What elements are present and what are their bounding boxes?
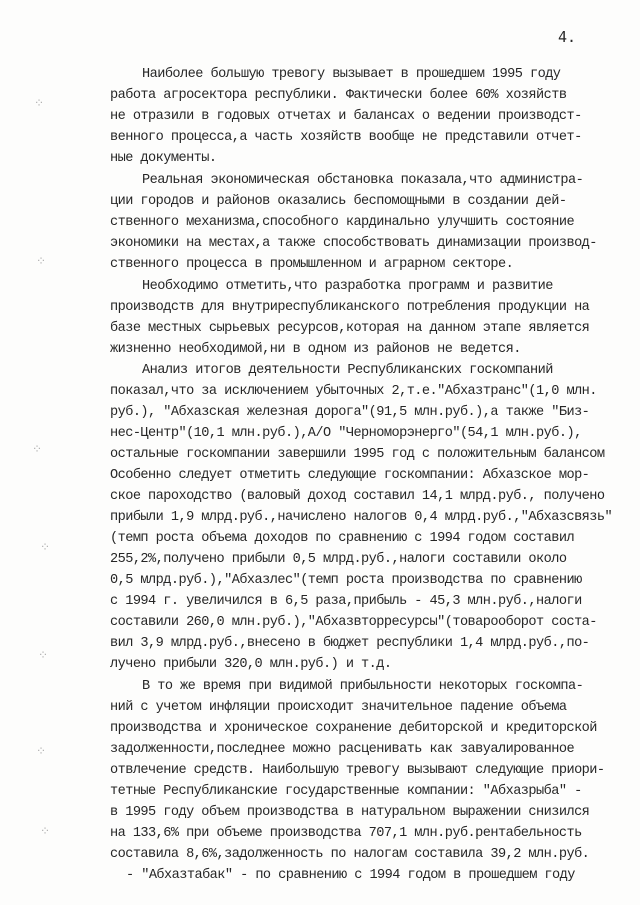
- text-line: прибыли 1,9 млрд.руб.,начислено налогов 0,4 млрд.руб.,"Абхазсвязь": [110, 510, 613, 525]
- text-line: вил 3,9 млрд.руб.,внесено в бюджет республики 1,4 млрд.руб.,по-: [110, 636, 590, 651]
- text-line: ственного процесса в промышленном и аграрном секторе.: [110, 257, 514, 272]
- text-line: ний с учетом инфляции происходит значительное падение объема: [110, 700, 567, 715]
- text-line: производства и хроническое сохранение дебиторской и кредиторской: [110, 721, 597, 736]
- text-line: составили 260,0 млн.руб.),"Абхазвторресурсы"(товарооборот соста-: [110, 615, 597, 630]
- margin-mark: ⁘: [38, 648, 49, 662]
- text-line: - "Абхазтабак" - по сравнению с 1994 годом в прошедшем году: [126, 868, 575, 883]
- text-line: лучено прибыли 320,0 млн.руб.) и т.д.: [110, 657, 392, 672]
- text-line: Наиболее большую тревогу вызывает в прошедшем 1995 году: [142, 67, 561, 82]
- text-line: ственного механизма,способного кардинально улучшить состояние: [110, 215, 575, 230]
- text-line: отвлечение средств. Наибольшую тревогу вызывают следующие приори-: [110, 763, 605, 778]
- page-number: 4.: [558, 28, 577, 46]
- margin-mark: ⁘: [40, 824, 51, 838]
- text-line: работа агросектора республики. Фактически более 60% хозяйств: [110, 88, 567, 103]
- text-line: производств для внутриреспубликанского потребления продукции на: [110, 300, 590, 315]
- text-line: 255,2%,получено прибыли 0,5 млрд.руб.,налоги составили около: [110, 552, 567, 567]
- text-line: базе местных сырьевых ресурсов,которая на данном этапе является: [110, 321, 590, 336]
- text-line: Реальная экономическая обстановка показала,что администра-: [142, 173, 584, 188]
- text-line: остальные госкомпании завершили 1995 год с положительным балансом: [110, 447, 605, 462]
- text-line: задолженности,последнее можно расценивать как завуалированное: [110, 742, 575, 757]
- text-line: не отразили в годовых отчетах и балансах о ведении производст-: [110, 109, 582, 124]
- text-line: в 1995 году объем производства в натуральном выражении снизился: [110, 805, 590, 820]
- text-line: с 1994 г. увеличился в 6,5 раза,прибыль - 45,3 млн.руб.,налоги: [110, 594, 582, 609]
- margin-mark: ⁘: [32, 442, 43, 456]
- text-line: на 133,6% при объеме производства 707,1 млн.руб.рентабельность: [110, 826, 582, 841]
- text-line: руб.), "Абхазская железная дорога"(91,5 млн.руб.),а также "Биз-: [110, 405, 590, 420]
- text-line: ское пароходство (валовый доход составил 14,1 млрд.руб., получено: [110, 489, 605, 504]
- text-line: ные документы.: [110, 151, 217, 166]
- margin-mark: ⁘: [36, 254, 47, 268]
- text-line: венного процесса,а часть хозяйств вообще не представили отчет-: [110, 130, 582, 145]
- text-line: Необходимо отметить,что разработка программ и развитие: [142, 279, 553, 294]
- margin-mark: ⁘: [36, 744, 47, 758]
- text-line: показал,что за исключением убыточных 2,т.е."Абхазтранс"(1,0 млн.: [110, 384, 597, 399]
- text-line: экономики на местах,а также способствовать динамизации производ-: [110, 236, 597, 251]
- text-line: Особенно следует отметить следующие госкомпании: Абхазское мор-: [110, 468, 590, 483]
- text-line: (темп роста объема доходов по сравнению с 1994 годом составил: [110, 531, 575, 546]
- text-line: жизненно необходимой,ни в одном из районов не ведется.: [110, 342, 521, 357]
- text-line: составила 8,6%,задолженность по налогам составила 39,2 млн.руб.: [110, 847, 590, 862]
- margin-mark: ⁘: [34, 96, 45, 110]
- text-line: нес-Центр"(10,1 млн.руб.),А/О "Черноморэнерго"(54,1 млн.руб.),: [110, 426, 582, 441]
- text-line: 0,5 млрд.руб.),"Абхазлес"(темп роста производства по сравнению: [110, 573, 582, 588]
- text-line: В то же время при видимой прибыльности некоторых госкомпа-: [142, 679, 584, 694]
- text-line: тетные Республиканские государственные компании: "Абхазрыба" -: [110, 784, 582, 799]
- text-line: Анализ итогов деятельности Республиканских госкомпаний: [142, 363, 553, 378]
- text-line: ции городов и районов оказались беспомощными в создании дей-: [110, 194, 567, 209]
- margin-mark: ⁘: [40, 540, 51, 554]
